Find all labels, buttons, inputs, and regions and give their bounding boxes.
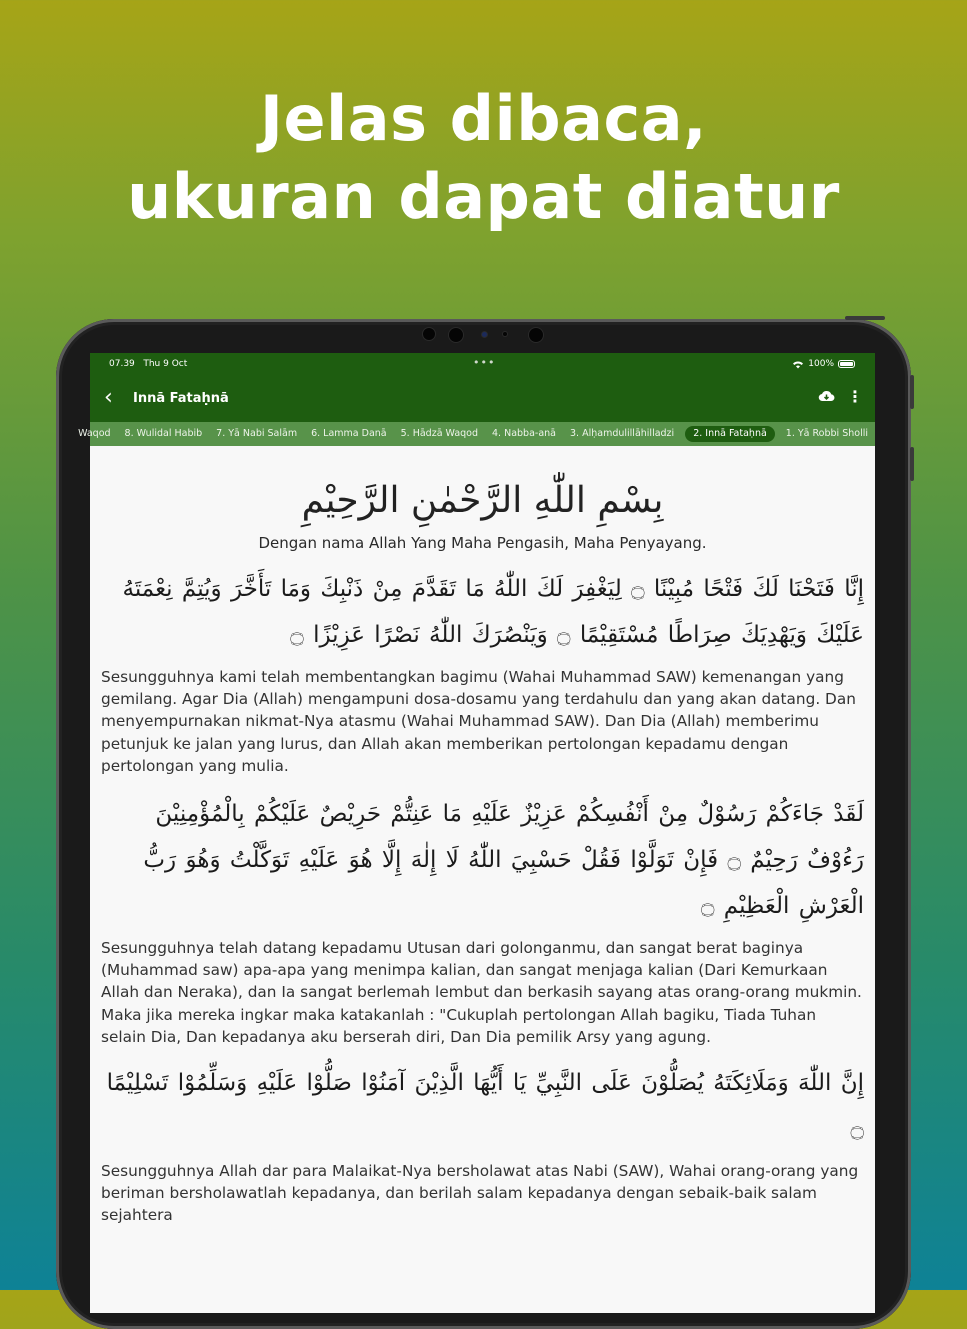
tab-item[interactable]: 7. Yā Nabi Salām [216,428,298,439]
page-title: Innā Fataḥnā [133,391,229,406]
verse-arabic: إِنَّا فَتَحْنَا لَكَ فَتْحًا مُبِيْنًا ۝ لِيَغْفِرَ لَكَ اللّٰهُ مَا تَقَدَّمَ مِنْ ذَنْبِكَ وَمَا تَأَخَّرَ وَيُتِمَّ نِعْمَتَهُ عَلَيْكَ وَيَهْدِيَكَ صِرَاطًا مُسْتَقِيْمًا ۝ وَيَنْصُرَكَ اللّٰهُ نَصْرًا عَزِيْزًا ۝ [122,576,864,648]
battery-icon [838,360,855,368]
sensor-icon [503,332,507,336]
promo-headline [0,80,967,236]
tab-item[interactable]: 1. Yā Robbi Sholli [785,428,868,439]
tab-item[interactable]: 4. Nabba-anā [492,428,557,439]
multitask-dots[interactable]: ••• [473,356,496,369]
song-tab-bar [78,422,875,446]
verse-translation: Sesungguhnya telah datang kepadamu Utusan dari golonganmu, dan sangat berat baginya (Muhammad saw) apa-apa yang menimpa kalian, dan sangat menjaga kalian (Dari Kemurkaan Allah dan Neraka), dan Ia sangat berlemah lembut dan berkasih sayang atas orang-orang mukmin. Maka jika mereka ingkar maka katakanlah : "Cukuplah pertolongan Allah bagiku, Tiada Tuhan selain Dia, Dan kepadanya aku berserah diri, Dan Dia pemilik Arsy yang agung. [101,939,862,1046]
camera-icon [449,328,463,342]
reading-content[interactable] [90,446,875,1313]
volume-button [910,447,914,481]
status-bar [90,353,875,377]
headline-line-1: Jelas dibaca, [259,82,708,155]
date-text: Thu 9 Oct [143,359,188,369]
more-vertical-icon[interactable]: ⋮ [847,387,863,406]
battery-percent: 100% [808,359,834,369]
tab-item[interactable]: 6. Lamma Danā [311,428,387,439]
camera-icon [529,328,543,342]
back-chevron-icon[interactable]: ‹ [104,385,113,410]
tab-item[interactable]: 2. Innā Fataḥnā [685,426,775,442]
headline-line-2: ukuran dapat diatur [127,160,840,233]
time-text: 07.39 [109,359,135,369]
power-button [845,316,885,320]
verse-translation: Sesungguhnya Allah dar para Malaikat-Nya bersholawat atas Nabi (SAW), Wahai orang-orang yang beriman bersholawatlah kepadanya, dan berilah salam kepadanya dengan sebaik-baik salam sejahtera [101,1162,859,1225]
tab-item[interactable]: 8. Wulidal Habib [124,428,203,439]
verse-arabic: إِنَّ اللّٰهَ وَمَلَائِكَتَهُ يُصَلُّوْنَ عَلَى النَّبِيِّ يَا أَيُّهَا الَّذِيْنَ آمَنُوْا صَلُّوْا عَلَيْهِ وَسَلِّمُوْا تَسْلِيْمًا ۝ [106,1070,864,1143]
status-time [109,359,187,369]
status-right [792,359,855,369]
volume-button [910,375,914,409]
verse-arabic: لَقَدْ جَاءَكُمْ رَسُوْلٌ مِنْ أَنْفُسِكُمْ عَزِيْزٌ عَلَيْهِ مَا عَنِتُّمْ حَرِيْصٌ عَلَيْكُمْ بِالْمُؤْمِنِيْنَ رَءُوْفٌ رَحِيْمٌ ۝ فَإِنْ تَوَلَّوْا فَقُلْ حَسْبِيَ اللّٰهُ لَا إِلٰهَ إِلَّا هُوَ عَلَيْهِ تَوَكَّلْتُ وَهُوَ رَبُّ الْعَرْشِ الْعَظِيْمِ ۝ [143,801,864,920]
bismillah-translation: Dengan nama Allah Yang Maha Pengasih, Maha Penyayang. [258,534,707,552]
verse-translation: Sesungguhnya kami telah membentangkan bagimu (Wahai Muhammad SAW) kemenangan yang gemilang. Agar Dia (Allah) mengampuni dosa-dosamu yang terdahulu dan yang akan datang. Dan menyempurnakan nikmat-Nya atasmu (Wahai Muhammad SAW). Dan Dia (Allah) memberimu petunjuk ke jalan yang lurus, dan Allah akan memberikan pertolongan kepadamu dengan pertolongan yang mulia. [101,668,856,775]
bismillah-calligraphy: بِسْمِ اللّٰهِ الرَّحْمٰنِ الرَّحِيْمِ [301,480,664,521]
tab-item[interactable]: 5. Hādzā Waqod [400,428,479,439]
camera-icon [482,332,487,337]
tab-item[interactable]: Waqod [78,428,111,439]
app-bar [90,377,875,422]
cloud-download-icon[interactable] [818,389,835,403]
camera-icon [423,328,435,340]
app-screen [78,353,875,1313]
tab-item[interactable]: 3. Alḥamdulillāhilladzi [570,428,675,439]
wifi-icon [792,360,804,369]
